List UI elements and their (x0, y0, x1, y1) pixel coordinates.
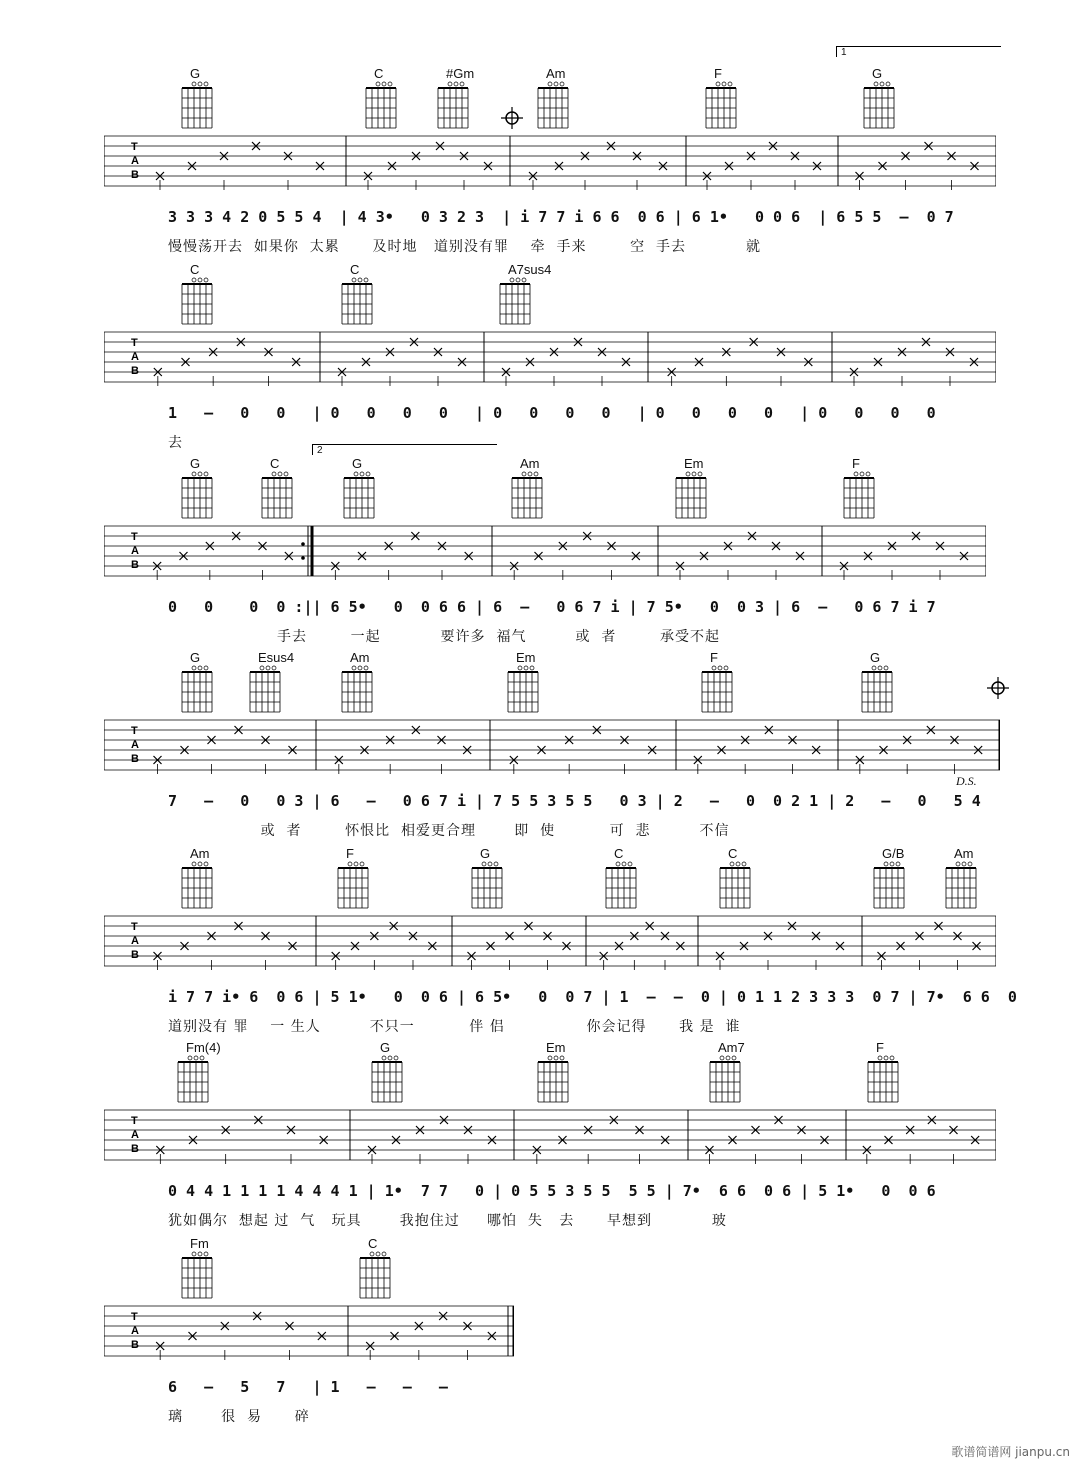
open-string-marker (200, 1056, 204, 1060)
chord-name: F (852, 456, 860, 471)
chord-diagram (858, 66, 918, 132)
open-string-marker (968, 862, 972, 866)
coda-icon (987, 677, 1009, 699)
open-string-marker (488, 862, 492, 866)
chord-diagram-grid (466, 860, 510, 912)
chord-diagram (696, 650, 756, 716)
chord-diagram (354, 1236, 414, 1302)
chord-name: C (728, 846, 738, 861)
chord-diagram-grid (940, 860, 984, 912)
chord-name: G (872, 66, 883, 81)
chord-diagram (856, 650, 916, 716)
chord-name: Am7 (718, 1040, 745, 1055)
tab-clef-letter: B (131, 169, 139, 181)
open-string-marker (352, 278, 356, 282)
chord-name: G (190, 650, 201, 665)
lyrics-line: 道别没有 罪 一 生人 不只一 伴 侣 你会记得 我 是 谁 (168, 1019, 741, 1035)
chord-diagram (176, 262, 236, 328)
chord-diagram-grid (366, 1054, 410, 1106)
chord-name: Am (190, 846, 210, 861)
open-string-marker (460, 82, 464, 86)
open-string-marker (878, 1056, 882, 1060)
chord-name: Em (516, 650, 536, 665)
tab-clef-letter: T (131, 1115, 138, 1127)
open-string-marker (686, 472, 690, 476)
open-string-marker (198, 862, 202, 866)
chord-diagram (502, 650, 562, 716)
open-string-marker (494, 862, 498, 866)
jianpu-notation: 1 – 0 0 | 0 0 0 0 | 0 0 0 0 | 0 0 0 0 | 0 0 0 0 (168, 404, 936, 422)
jianpu-notation: 0 4 4 1 1 1 1 4 4 4 1 | 1• 7 7 0 | 0 5 5 3 5 5 5 5 | 7• 6 6 0 6 | 5 1• 0 0 6 (168, 1182, 936, 1200)
open-string-marker (854, 472, 858, 476)
chord-diagram-grid (494, 276, 538, 328)
open-string-marker (896, 862, 900, 866)
open-string-marker (872, 666, 876, 670)
repeat-dot (301, 542, 305, 546)
open-string-marker (198, 82, 202, 86)
chord-diagram (336, 262, 396, 328)
tab-clef-letter: B (131, 559, 139, 571)
open-string-marker (622, 862, 626, 866)
chord-name: Am (350, 650, 370, 665)
open-string-marker (188, 1056, 192, 1060)
open-string-marker (192, 82, 196, 86)
chord-diagram-grid (176, 860, 220, 912)
open-string-marker (192, 862, 196, 866)
open-string-marker (730, 862, 734, 866)
open-string-marker (874, 82, 878, 86)
open-string-marker (534, 472, 538, 476)
open-string-marker (272, 666, 276, 670)
chord-name: Em (684, 456, 704, 471)
open-string-marker (522, 278, 526, 282)
tab-staff (104, 1108, 996, 1164)
volta-1-label: 1 (841, 47, 847, 58)
chord-diagram-grid (360, 80, 404, 132)
chord-diagram (838, 456, 898, 522)
open-string-marker (348, 862, 352, 866)
open-string-marker (956, 862, 960, 866)
jianpu-notation: 6 – 5 7 | 1 – – – (168, 1378, 448, 1396)
open-string-marker (388, 1056, 392, 1060)
chord-diagram-grid (700, 80, 744, 132)
open-string-marker (204, 82, 208, 86)
chord-diagram-grid (176, 276, 220, 328)
chord-diagram (670, 456, 730, 522)
chord-diagram-grid (176, 80, 220, 132)
chord-name: C (270, 456, 280, 471)
tab-staff-lines (104, 1108, 996, 1164)
open-string-marker (376, 1252, 380, 1256)
chord-diagram-grid (704, 1054, 748, 1106)
ds-marker: D.S. (956, 774, 977, 788)
jianpu-notation: 7 – 0 0 3 | 6 – 0 6 7 i | 7 5 5 3 5 5 0 3 | 2 – 0 0 2 1 | 2 – 0 5 4 (168, 792, 981, 810)
tab-staff-lines (104, 330, 996, 386)
open-string-marker (510, 278, 514, 282)
open-string-marker (718, 666, 722, 670)
chord-diagram-grid (172, 1054, 216, 1106)
open-string-marker (516, 278, 520, 282)
chord-diagram (176, 66, 236, 132)
open-string-marker (728, 82, 732, 86)
open-string-marker (358, 278, 362, 282)
open-string-marker (192, 666, 196, 670)
chord-diagram (360, 66, 420, 132)
open-string-marker (192, 1252, 196, 1256)
chord-diagram-grid (176, 1250, 220, 1302)
chord-name: #Gm (446, 66, 475, 81)
jianpu-notation: i 7 7 i• 6 0 6 | 5 1• 0 0 6 | 6 5• 0 0 7 | 1 – – 0 | 0 1 1 2 3 3 3 0 7 | 7• 6 6 0 (168, 988, 1017, 1006)
chord-name: Em (546, 1040, 566, 1055)
lyrics-line: 或 者 怀恨比 相爱更合理 即 使 可 悲 不信 (168, 823, 730, 839)
open-string-marker (560, 1056, 564, 1060)
open-string-marker (388, 82, 392, 86)
chord-diagram (336, 650, 396, 716)
chord-diagram-grid (176, 470, 220, 522)
chord-name: Esus4 (258, 650, 295, 665)
chord-diagram (466, 846, 526, 912)
tab-staff-lines (104, 914, 996, 970)
open-string-marker (554, 1056, 558, 1060)
lyrics-line: 慢慢荡开去 如果你 太累 及时地 道别没有罪 牵 手来 空 手去 就 (168, 239, 762, 255)
chord-diagram (366, 1040, 426, 1106)
tab-clef-letter: A (131, 351, 139, 363)
open-string-marker (482, 862, 486, 866)
chord-diagram-grid (244, 664, 288, 716)
open-string-marker (886, 82, 890, 86)
tab-clef-letter: T (131, 337, 138, 349)
open-string-marker (724, 666, 728, 670)
chord-diagram-grid (714, 860, 758, 912)
open-string-marker (884, 1056, 888, 1060)
lyrics-line: 璃 很 易 碎 (168, 1409, 310, 1425)
tab-clef-letter: T (131, 141, 138, 153)
open-string-marker (628, 862, 632, 866)
tab-clef-letter: B (131, 753, 139, 765)
chord-name: Am (520, 456, 540, 471)
chord-name: Fm(4) (186, 1040, 221, 1055)
chord-diagram (862, 1040, 922, 1106)
open-string-marker (198, 472, 202, 476)
open-string-marker (884, 666, 888, 670)
open-string-marker (364, 666, 368, 670)
tab-staff-lines (104, 134, 996, 190)
open-string-marker (692, 472, 696, 476)
tab-clef-letter: A (131, 935, 139, 947)
chord-name: Fm (190, 1236, 209, 1251)
volta-2-label: 2 (317, 445, 323, 456)
chord-diagram (338, 456, 398, 522)
coda-icon (501, 107, 523, 129)
open-string-marker (616, 862, 620, 866)
chord-name: F (714, 66, 722, 81)
tab-clef-letter: T (131, 921, 138, 933)
chord-name: C (368, 1236, 378, 1251)
open-string-marker (354, 862, 358, 866)
chord-diagram-grid (868, 860, 912, 912)
tab-staff (104, 330, 996, 386)
tab-clef-letter: B (131, 1339, 139, 1351)
open-string-marker (962, 862, 966, 866)
open-string-marker (194, 1056, 198, 1060)
chord-name: C (374, 66, 384, 81)
chord-name: A7sus4 (508, 262, 552, 277)
chord-diagram (506, 456, 566, 522)
chord-diagram (714, 846, 774, 912)
chord-name: C (350, 262, 360, 277)
open-string-marker (522, 472, 526, 476)
open-string-marker (698, 472, 702, 476)
chord-diagram-grid (600, 860, 644, 912)
chord-diagram-grid (432, 80, 476, 132)
open-string-marker (712, 666, 716, 670)
tab-clef-letter: B (131, 949, 139, 961)
open-string-marker (358, 666, 362, 670)
chord-diagram-grid (670, 470, 714, 522)
open-string-marker (722, 82, 726, 86)
open-string-marker (370, 1252, 374, 1256)
volta-2-bracket (312, 444, 497, 455)
tab-staff-lines (104, 718, 1000, 774)
open-string-marker (198, 278, 202, 282)
open-string-marker (204, 278, 208, 282)
chord-diagram (176, 1236, 236, 1302)
open-string-marker (716, 82, 720, 86)
repeat-dot (301, 556, 305, 560)
open-string-marker (860, 472, 864, 476)
chord-name: G (380, 1040, 391, 1055)
open-string-marker (360, 862, 364, 866)
chord-diagram (704, 1040, 764, 1106)
open-string-marker (382, 1056, 386, 1060)
open-string-marker (266, 666, 270, 670)
tab-clef-letter: A (131, 739, 139, 751)
chord-name: G (190, 66, 201, 81)
chord-diagram-grid (336, 276, 380, 328)
chord-diagram (868, 846, 928, 912)
volta-1-bracket (836, 46, 1001, 57)
open-string-marker (726, 1056, 730, 1060)
tab-clef-letter: T (131, 725, 138, 737)
chord-diagram-grid (354, 1250, 398, 1302)
open-string-marker (448, 82, 452, 86)
open-string-marker (204, 666, 208, 670)
open-string-marker (518, 666, 522, 670)
tab-clef-letter: T (131, 531, 138, 543)
open-string-marker (878, 666, 882, 670)
open-string-marker (394, 1056, 398, 1060)
chord-diagram-grid (696, 664, 740, 716)
tab-staff-lines (104, 524, 986, 580)
open-string-marker (198, 1252, 202, 1256)
tab-staff (104, 718, 1000, 774)
tab-clef-letter: A (131, 1325, 139, 1337)
chord-diagram-grid (176, 664, 220, 716)
chord-diagram (172, 1040, 232, 1106)
open-string-marker (352, 666, 356, 670)
lyrics-line: 手去 一起 要许多 福气 或 者 承受不起 (168, 629, 721, 645)
chord-diagram-grid (858, 80, 902, 132)
open-string-marker (354, 472, 358, 476)
chord-diagram (176, 650, 236, 716)
open-string-marker (884, 862, 888, 866)
open-string-marker (204, 1252, 208, 1256)
chord-diagram (332, 846, 392, 912)
chord-diagram-grid (502, 664, 546, 716)
jianpu-notation: 3 3 3 4 2 0 5 5 4 | 4 3• 0 3 2 3 | i 7 7 i 6 6 0 6 | 6 1• 0 0 6 | 6 5 5 – 0 7 (168, 208, 954, 226)
open-string-marker (278, 472, 282, 476)
chord-diagram-grid (336, 664, 380, 716)
open-string-marker (204, 862, 208, 866)
open-string-marker (880, 82, 884, 86)
open-string-marker (524, 666, 528, 670)
lyrics-line: 犹如偶尔 想起 过 气 玩具 我抱住过 哪怕 失 去 早想到 玻 (168, 1213, 727, 1229)
open-string-marker (736, 862, 740, 866)
chord-diagram (700, 66, 760, 132)
chord-name: G/B (882, 846, 905, 861)
tab-clef-letter: B (131, 365, 139, 377)
open-string-marker (382, 1252, 386, 1256)
open-string-marker (284, 472, 288, 476)
chord-name: G (190, 456, 201, 471)
chord-diagram (176, 456, 236, 522)
chord-diagram (256, 456, 316, 522)
chord-diagram (494, 262, 554, 328)
open-string-marker (364, 278, 368, 282)
chord-name: C (614, 846, 624, 861)
chord-diagram-grid (532, 1054, 576, 1106)
open-string-marker (732, 1056, 736, 1060)
footer-watermark: 歌谱简谱网 jianpu.cn (951, 1445, 1070, 1459)
open-string-marker (528, 472, 532, 476)
open-string-marker (366, 472, 370, 476)
chord-diagram (176, 846, 236, 912)
chord-diagram (600, 846, 660, 912)
open-string-marker (454, 82, 458, 86)
lyrics-line: 去 (168, 435, 183, 451)
tab-staff (104, 524, 986, 580)
open-string-marker (376, 82, 380, 86)
chord-diagram-grid (532, 80, 576, 132)
tab-clef-letter: A (131, 155, 139, 167)
chord-name: F (876, 1040, 884, 1055)
open-string-marker (192, 472, 196, 476)
tab-clef-letter: A (131, 1129, 139, 1141)
chord-name: Am (546, 66, 566, 81)
open-string-marker (360, 472, 364, 476)
tab-staff (104, 134, 996, 190)
open-string-marker (192, 278, 196, 282)
open-string-marker (260, 666, 264, 670)
chord-diagram (432, 66, 492, 132)
chord-name: G (352, 456, 363, 471)
open-string-marker (554, 82, 558, 86)
open-string-marker (548, 1056, 552, 1060)
chord-diagram-grid (332, 860, 376, 912)
open-string-marker (890, 1056, 894, 1060)
tab-staff (104, 914, 996, 970)
open-string-marker (560, 82, 564, 86)
open-string-marker (742, 862, 746, 866)
open-string-marker (890, 862, 894, 866)
tab-clef-letter: B (131, 1143, 139, 1155)
chord-diagram-grid (856, 664, 900, 716)
open-string-marker (720, 1056, 724, 1060)
chord-name: G (480, 846, 491, 861)
chord-name: F (710, 650, 718, 665)
open-string-marker (198, 666, 202, 670)
open-string-marker (530, 666, 534, 670)
chord-name: F (346, 846, 354, 861)
chord-name: Am (954, 846, 974, 861)
tab-clef-letter: A (131, 545, 139, 557)
jianpu-notation: 0 0 0 0 :|| 6 5• 0 0 6 6 | 6 – 0 6 7 i | 7 5• 0 0 3 | 6 – 0 6 7 i 7 (168, 598, 936, 616)
tab-clef-letter: T (131, 1311, 138, 1323)
chord-diagram-grid (862, 1054, 906, 1106)
chord-name: C (190, 262, 200, 277)
chord-diagram-grid (838, 470, 882, 522)
tab-staff (104, 1304, 514, 1360)
chord-diagram (244, 650, 304, 716)
open-string-marker (382, 82, 386, 86)
tab-staff-lines (104, 1304, 514, 1360)
chord-diagram (940, 846, 1000, 912)
chord-diagram-grid (506, 470, 550, 522)
open-string-marker (204, 472, 208, 476)
open-string-marker (272, 472, 276, 476)
chord-diagram-grid (338, 470, 382, 522)
open-string-marker (548, 82, 552, 86)
chord-diagram (532, 1040, 592, 1106)
chord-diagram (532, 66, 592, 132)
open-string-marker (866, 472, 870, 476)
chord-diagram-grid (256, 470, 300, 522)
chord-name: G (870, 650, 881, 665)
